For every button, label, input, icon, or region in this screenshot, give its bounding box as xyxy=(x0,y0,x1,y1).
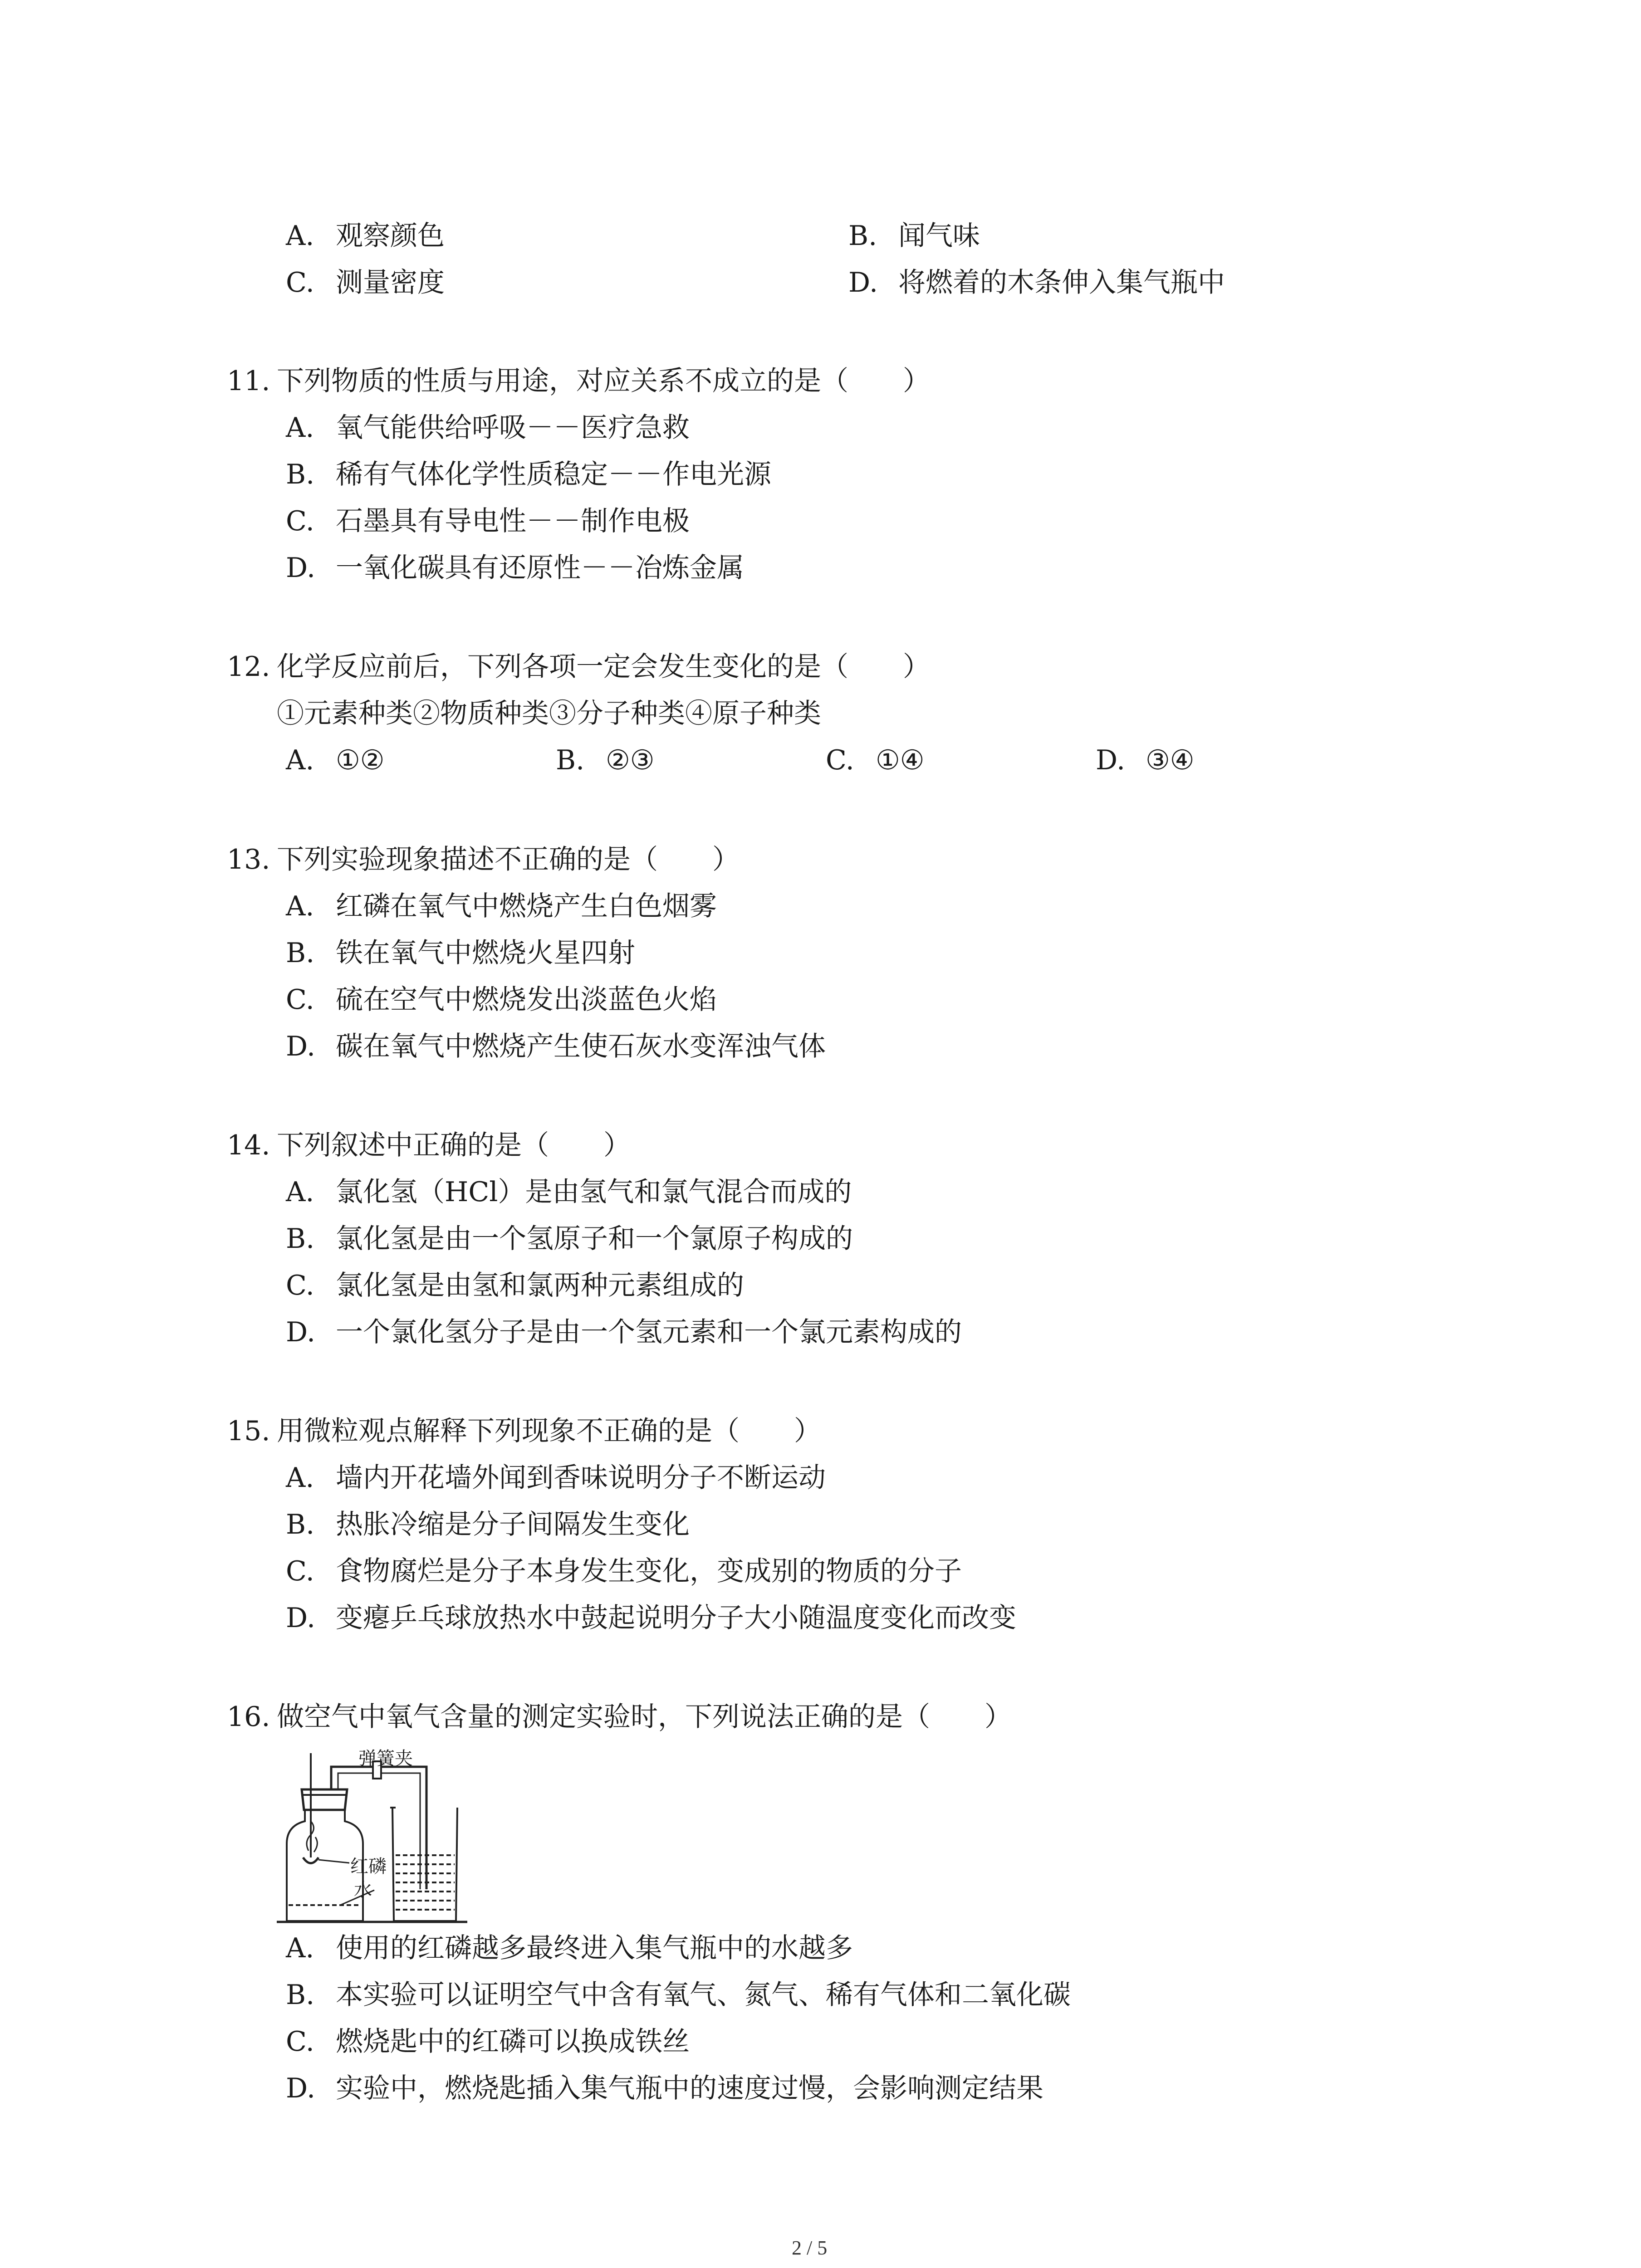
option-a: A. 墙内开花墙外闻到香味说明分子不断运动 xyxy=(286,1462,826,1494)
option-a: A. ①② xyxy=(286,744,385,776)
option-a: A. 红磷在氧气中燃烧产生白色烟雾 xyxy=(286,890,717,922)
option-d: D. 将燃着的木条伸入集气瓶中 xyxy=(848,267,1225,298)
option-c: C. 测量密度 xyxy=(286,267,445,298)
option-d: D. 一个氯化氢分子是由一个氢元素和一个氯元素构成的 xyxy=(286,1316,962,1348)
option-d: D. 一氧化碳具有还原性－－冶炼金属 xyxy=(286,552,744,584)
question-16-stem: 16. 做空气中氧气含量的测定实验时，下列说法正确的是（ ） xyxy=(227,1701,1012,1733)
combustion-spoon xyxy=(303,1857,318,1863)
option-c: C. 硫在空气中燃烧发出淡蓝色火焰 xyxy=(286,984,717,1016)
question-13-stem: 13. 下列实验现象描述不正确的是（ ） xyxy=(227,844,740,875)
red-phosphorus-label: 红磷 xyxy=(350,1856,387,1877)
option-b: B. 铁在氧气中燃烧火星四射 xyxy=(286,937,635,969)
option-d: D. 碳在氧气中燃烧产生使石灰水变浑浊气体 xyxy=(286,1031,826,1062)
apparatus-drawing xyxy=(277,1744,531,1935)
question-12-items: ①元素种类②物质种类③分子种类④原子种类 xyxy=(277,698,821,729)
option-d: D. 变瘪乒乓球放热水中鼓起说明分子大小随温度变化而改变 xyxy=(286,1602,1016,1634)
spring-clip-label: 弹簧夹 xyxy=(358,1748,413,1769)
option-a: A. 观察颜色 xyxy=(286,220,445,252)
option-b: B. 闻气味 xyxy=(848,220,980,252)
option-d: D. ③④ xyxy=(1096,744,1195,776)
question-12-stem: 12. 化学反应前后，下列各项一定会发生变化的是（ ） xyxy=(227,651,930,683)
option-a: A. 氧气能供给呼吸－－医疗急救 xyxy=(286,412,690,444)
question-15-stem: 15. 用微粒观点解释下列现象不正确的是（ ） xyxy=(227,1415,821,1447)
question-11-stem: 11. 下列物质的性质与用途，对应关系不成立的是（ ） xyxy=(227,365,930,397)
option-c: C. ①④ xyxy=(826,744,925,776)
option-b: B. ②③ xyxy=(556,744,655,776)
option-c: C. 氯化氢是由氢和氯两种元素组成的 xyxy=(286,1270,744,1301)
water-label: 水 xyxy=(354,1880,372,1901)
option-a: A. 使用的红磷越多最终进入集气瓶中的水越多 xyxy=(286,1932,853,1964)
option-b: B. 稀有气体化学性质稳定－－作电光源 xyxy=(286,459,771,490)
option-c: C. 燃烧匙中的红磷可以换成铁丝 xyxy=(286,2026,690,2058)
option-c: C. 食物腐烂是分子本身发生变化，变成别的物质的分子 xyxy=(286,1555,962,1587)
option-c: C. 石墨具有导电性－－制作电极 xyxy=(286,505,690,537)
option-d: D. 实验中，燃烧匙插入集气瓶中的速度过慢，会影响测定结果 xyxy=(286,2072,1043,2104)
option-b: B. 本实验可以证明空气中含有氧气、氮气、稀有气体和二氧化碳 xyxy=(286,1979,1071,2011)
option-a: A. 氯化氢（HCl）是由氢气和氯气混合而成的 xyxy=(286,1176,852,1208)
question-14-stem: 14. 下列叙述中正确的是（ ） xyxy=(227,1129,631,1161)
page-number: 2 / 5 xyxy=(792,2237,828,2259)
option-b: B. 热胀冷缩是分子间隔发生变化 xyxy=(286,1509,690,1540)
stopper xyxy=(302,1789,347,1810)
option-b: B. 氯化氢是由一个氢原子和一个氯原子构成的 xyxy=(286,1223,853,1255)
apparatus-figure xyxy=(277,1744,531,1935)
